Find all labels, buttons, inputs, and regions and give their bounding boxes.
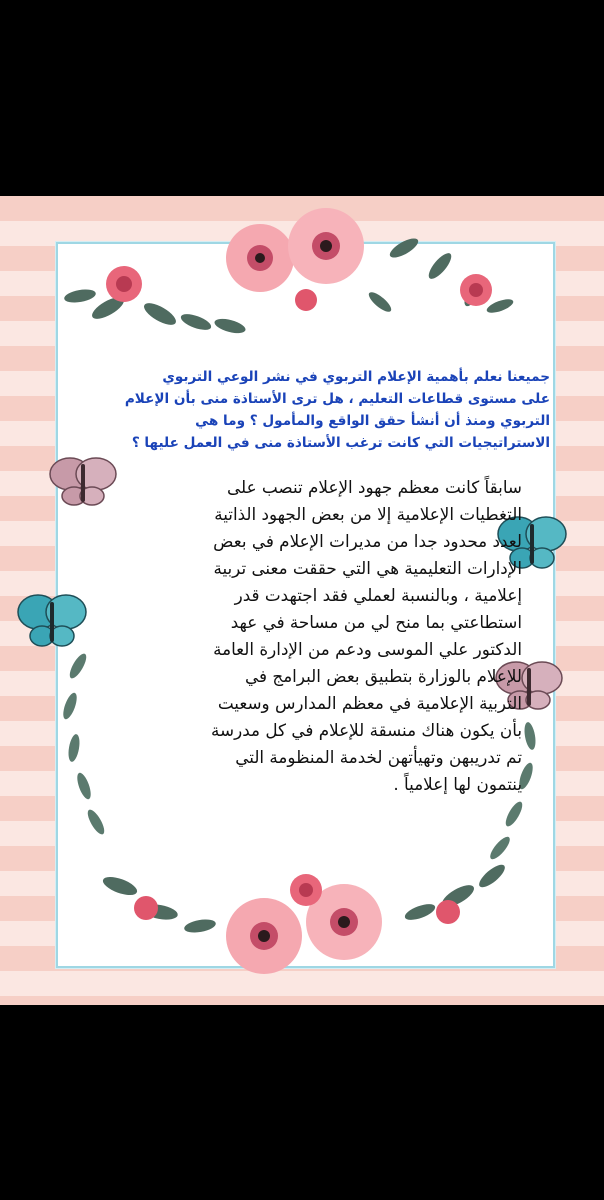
question-line: على مستوى قطاعات التعليم ، هل ترى الأستاذة منى بأن الإعلام [124,391,550,407]
answer-line: التربية الإعلامية في معظم المدارس وسعيت [217,693,522,713]
question-line: التربوي ومنذ أن أنشأ حقق الواقع والمأمول ؟ وما هي [195,413,550,429]
answer-line: الدكتور علي الموسى ودعم من الإدارة العامة [213,639,522,659]
question-line: الاستراتيجيات التي كانت ترغب الأستاذة منى في العمل عليها ؟ [131,435,550,451]
answer-line: لعدد محدود جدا من مديرات الإعلام في بعض [213,531,522,551]
answer-line: التغطيات الإعلامية إلا من بعض الجهود الذاتية [214,504,522,524]
question-line: جميعنا نعلم بأهمية الإعلام التربوي في نشر الوعي التربوي [162,369,550,385]
interview-question [60,366,550,454]
answer-line: سابقاً كانت معظم جهود الإعلام تنصب على [227,477,522,497]
answer-line: ينتمون لها إعلامياً . [393,774,522,794]
butterfly-icon [16,588,88,652]
interview-answer [92,474,522,798]
striped-background [0,196,604,1005]
answer-line: الإدارات التعليمية هي التي حققت معنى تربية [213,558,522,578]
answer-line: بأن يكون هناك منسقة للإعلام في كل مدرسة [211,720,522,740]
pink-flower-icon [134,874,460,974]
answer-line: استطاعتي بما منح لي من مساحة في عهد [230,612,522,632]
answer-line: للإعلام بالوزارة بتطبيق بعض البرامج في [245,666,522,686]
answer-line: تم تدريبهن وتهيأتهن لخدمة المنظومة التي [235,747,522,767]
answer-line: إعلامية ، وبالنسبة لعملي فقد اجتهدت قدر [234,585,522,605]
